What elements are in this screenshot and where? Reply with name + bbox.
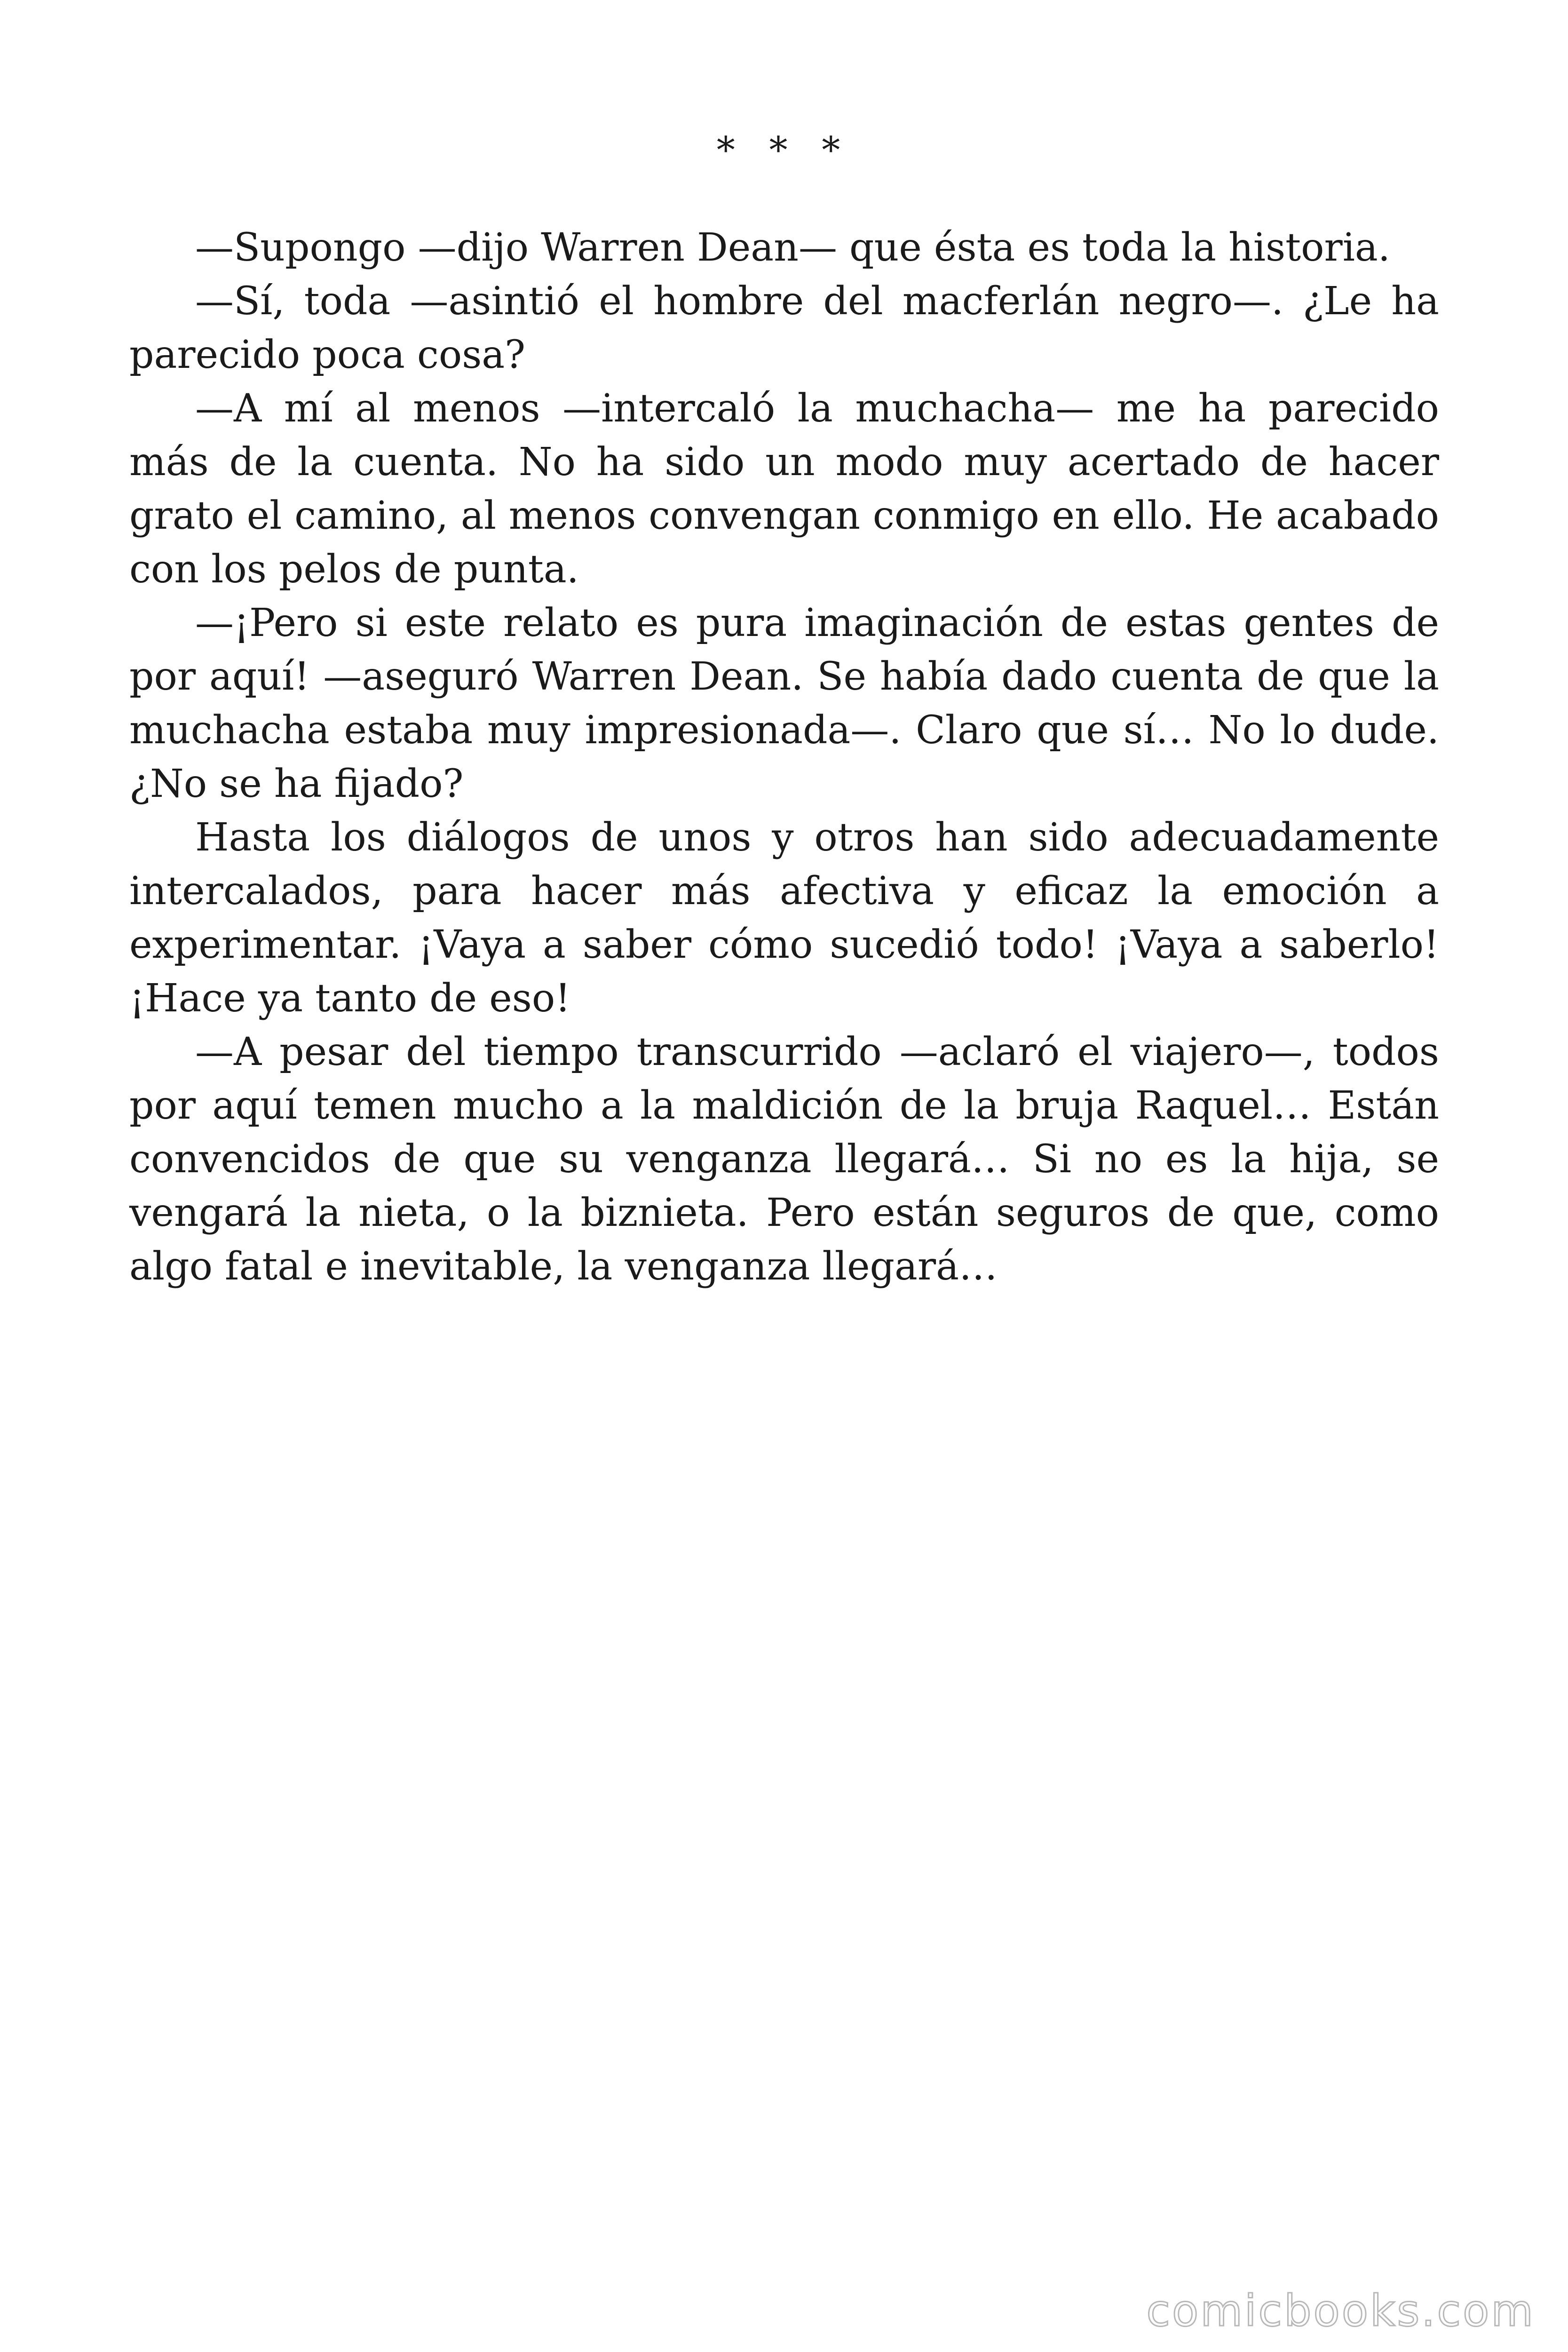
- paragraph: —Supongo —dijo Warren Dean— que ésta es toda la historia.: [195, 225, 1390, 270]
- body-text: [129, 221, 1439, 1294]
- paragraph: Hasta los diálogos de unos y otros han sido adecuadamente intercalados, para hacer más afectiva y eficaz la emoción a experimentar. ¡Vaya a saber cómo sucedió todo! ¡Vaya a saberlo! ¡Hace ya tanto de eso!: [129, 815, 1439, 1021]
- paragraph: —¡Pero si este relato es pura imaginación de estas gentes de por aquí! —aseguró Warren Dean. Se había dado cuenta de que la muchacha estaba muy impresionada—. Claro que sí… No lo dude. ¿No se ha fijado?: [129, 601, 1439, 806]
- paragraph: —A mí al menos —intercaló la muchacha— me ha parecido más de la cuenta. No ha sido un modo muy acertado de hacer grato el camino, al menos convengan conmigo en ello. He acabado con los pelos de punta.: [129, 386, 1439, 592]
- section-separator: * * *: [716, 129, 852, 172]
- paragraph: —Sí, toda —asintió el hombre del macferlán negro—. ¿Le ha parecido poca cosa?: [129, 279, 1439, 377]
- watermark: comicbooks.com: [1146, 2286, 1535, 2336]
- paragraph: —A pesar del tiempo transcurrido —aclaró el viajero—, todos por aquí temen mucho a la maldición de la bruja Raquel… Están convencidos de que su venganza llegará… Si no es la hija, se vengará la nieta, o la biznieta. Pero están seguros de que, como algo fatal e inevitable, la venganza llegará…: [129, 1030, 1439, 1289]
